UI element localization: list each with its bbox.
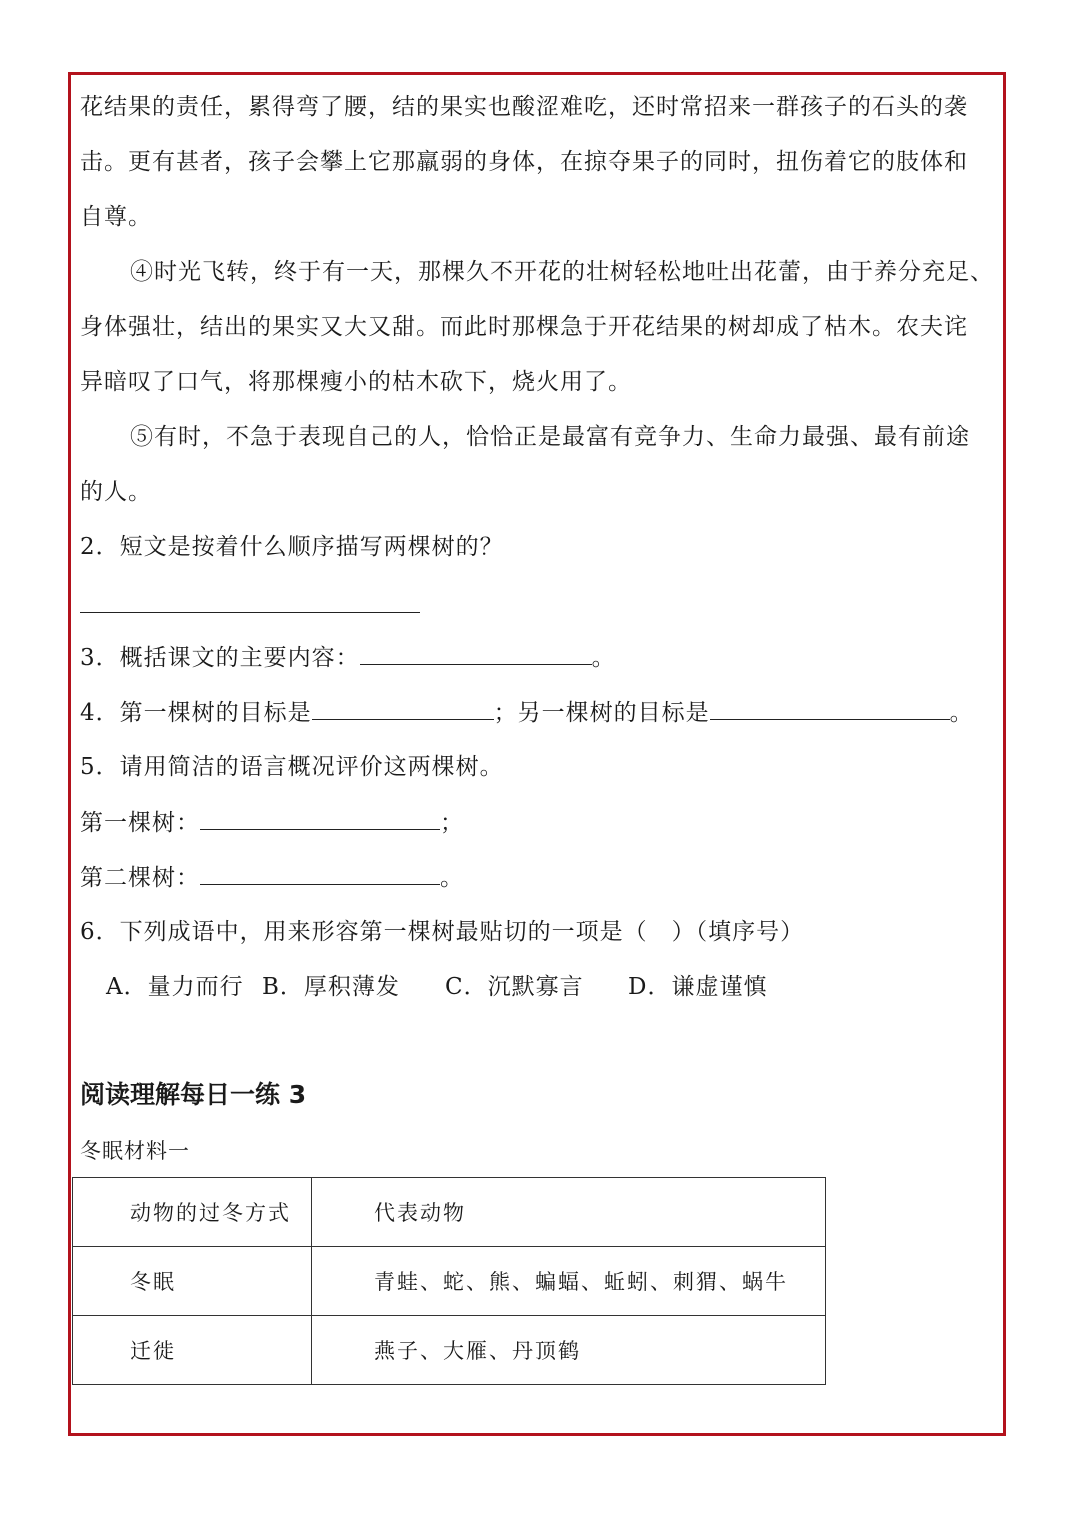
table-header-row: [73, 1178, 826, 1247]
option-c[interactable]: C．沉默寡言: [445, 974, 584, 1000]
punctuation: 。: [440, 865, 464, 891]
table-cell: 冬眠: [73, 1247, 312, 1316]
passage-line: 击。更有甚者，孩子会攀上它那羸弱的身体，在掠夺果子的同时，扭伤着它的肢体和: [80, 149, 968, 175]
option-a[interactable]: A．量力而行: [106, 974, 244, 1000]
punctuation: ；: [440, 810, 464, 836]
passage-line: ④时光飞转，终于有一天，那棵久不开花的壮树轻松地吐出花蕾，由于养分充足、: [130, 259, 994, 285]
passage-line: 的人。: [80, 479, 152, 505]
question-4-text: 4．第一棵树的目标是: [80, 700, 312, 726]
option-b[interactable]: B．厚积薄发: [262, 974, 400, 1000]
table-header-cell: 动物的过冬方式: [73, 1178, 312, 1247]
table-cell: 迁徙: [73, 1316, 312, 1385]
answer-blank[interactable]: [200, 807, 440, 830]
answer-blank[interactable]: [200, 862, 440, 885]
question-5: 5．请用简洁的语言概况评价这两棵树。: [80, 754, 504, 780]
section-title: 阅读理解每日一练 3: [80, 1080, 307, 1109]
table-header-cell: 代表动物: [312, 1178, 826, 1247]
passage-line: 花结果的责任，累得弯了腰，结的果实也酸涩难吃，还时常招来一群孩子的石头的袭: [80, 94, 968, 120]
question-4-text: ；另一棵树的目标是: [493, 700, 710, 726]
passage-line: 自尊。: [80, 204, 152, 230]
punctuation: 。: [949, 700, 974, 726]
table-row: [73, 1247, 826, 1316]
question-5-tree1: [80, 807, 464, 838]
question-3-text: 3．概括课文的主要内容：: [80, 645, 360, 671]
answer-blank[interactable]: [312, 697, 494, 720]
question-5-tree2: [80, 862, 464, 893]
answer-blank[interactable]: [80, 590, 420, 613]
punctuation: 。: [591, 645, 616, 671]
question-4: [80, 697, 974, 728]
table-cell: 青蛙、蛇、熊、蝙蝠、蚯蚓、刺猬、蜗牛: [312, 1247, 826, 1316]
question-2: 2．短文是按着什么顺序描写两棵树的？: [80, 534, 504, 560]
label: 第二棵树：: [80, 865, 200, 891]
answer-blank[interactable]: [710, 697, 950, 720]
table-row: [73, 1316, 826, 1385]
answer-blank[interactable]: [360, 642, 592, 665]
option-d[interactable]: D．谦虚谨慎: [628, 974, 768, 1000]
question-3: [80, 642, 616, 673]
wintering-table: [72, 1177, 826, 1385]
answer-line-q2[interactable]: [80, 590, 420, 621]
table-cell: 燕子、大雁、丹顶鹤: [312, 1316, 826, 1385]
question-6: 6．下列成语中，用来形容第一棵树最贴切的一项是（ ）（填序号）: [80, 919, 805, 945]
passage-line: 异暗叹了口气，将那棵瘦小的枯木砍下，烧火用了。: [80, 369, 632, 395]
label: 第一棵树：: [80, 810, 200, 836]
passage-line: ⑤有时，不急于表现自己的人，恰恰正是最富有竞争力、生命力最强、最有前途: [130, 424, 970, 450]
passage-line: 身体强壮，结出的果实又大又甜。而此时那棵急于开花结果的树却成了枯木。农夫诧: [80, 314, 968, 340]
question-6-options: [106, 972, 767, 1002]
material-label: 冬眠材料一: [80, 1139, 190, 1163]
